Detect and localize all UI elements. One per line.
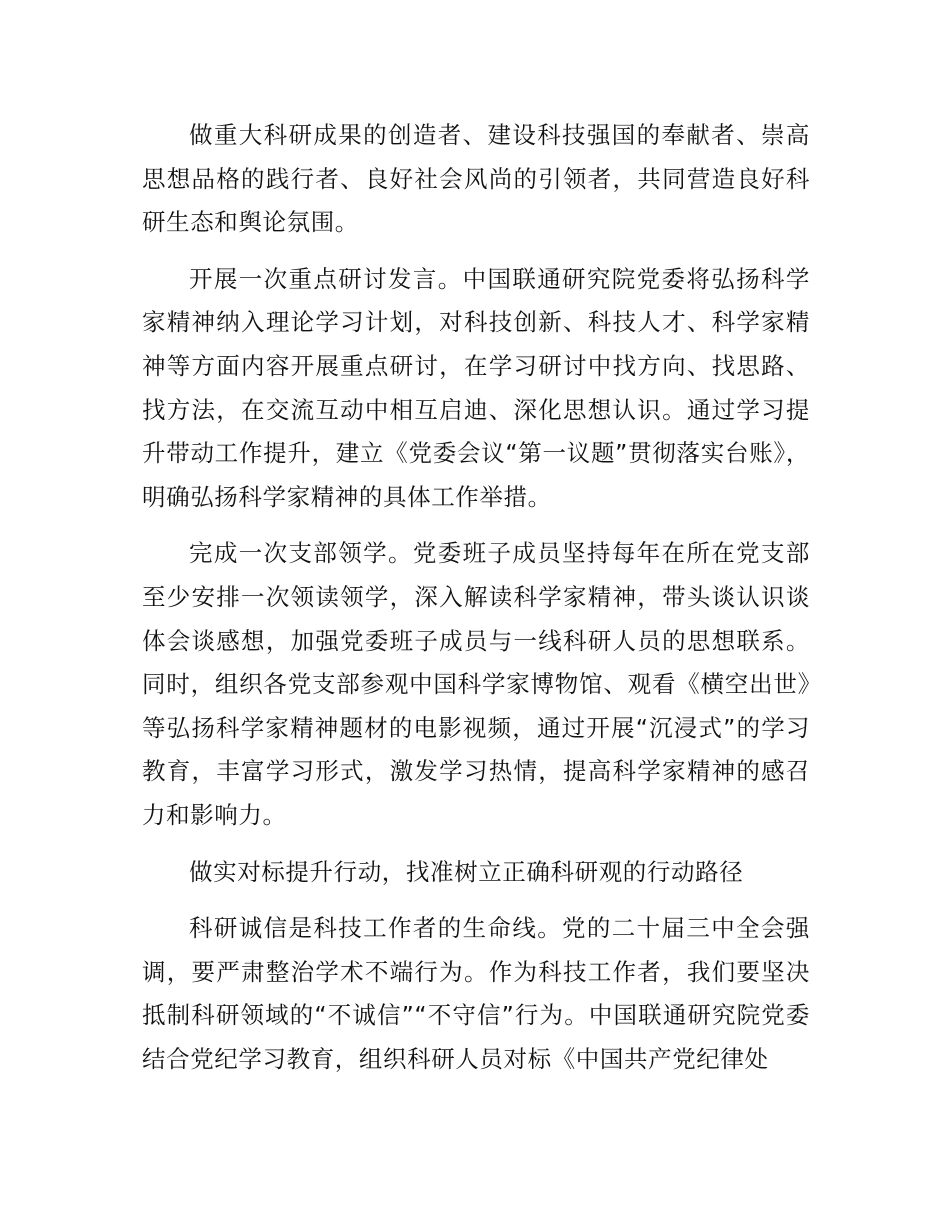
paragraph-continuation: 做重大科研成果的创造者、建设科技强国的奉献者、崇高思想品格的践行者、良好社会风尚的引领者，共同营造良好科研生态和舆论氛围。	[142, 121, 810, 237]
paragraph-branch-leading-study: 完成一次支部领学。党委班子成员坚持每年在所在党支部至少安排一次领读领学，深入解读科学家精神，带头谈认识谈体会谈感想，加强党委班子成员与一线科研人员的思想联系。同时，组织各党支部参观中国科学家博物馆、观看《横空出世》等弘扬科学家精神题材的电影视频，通过开展“沉浸式”的学习教育，丰富学习形式，激发学习热情，提高科学家精神的感召力和影响力。	[142, 539, 810, 829]
section-heading: 做实对标提升行动，找准树立正确科研观的行动路径	[189, 857, 744, 886]
paragraph-key-discussion: 开展一次重点研讨发言。中国联通研究院党委将弘扬科学家精神纳入理论学习计划，对科技创新、科技人才、科学家精神等方面内容开展重点研讨，在学习研讨中找方向、找思路、找方法，在交流互动中相互启迪、深化思想认识。通过学习提升带动工作提升，建立《党委会议“第一议题”贯彻落实台账》，明确弘扬科学家精神的具体工作举措。	[142, 264, 810, 511]
document-body	[142, 114, 810, 1094]
paragraph-research-integrity: 科研诚信是科技工作者的生命线。党的二十届三中全会强调，要严肃整治学术不端行为。作为科技工作者，我们要坚决抵制科研领域的“不诚信”“不守信”行为。中国联通研究院党委结合党纪学习教育，组织科研人员对标《中国共产党纪律处	[142, 914, 810, 1073]
